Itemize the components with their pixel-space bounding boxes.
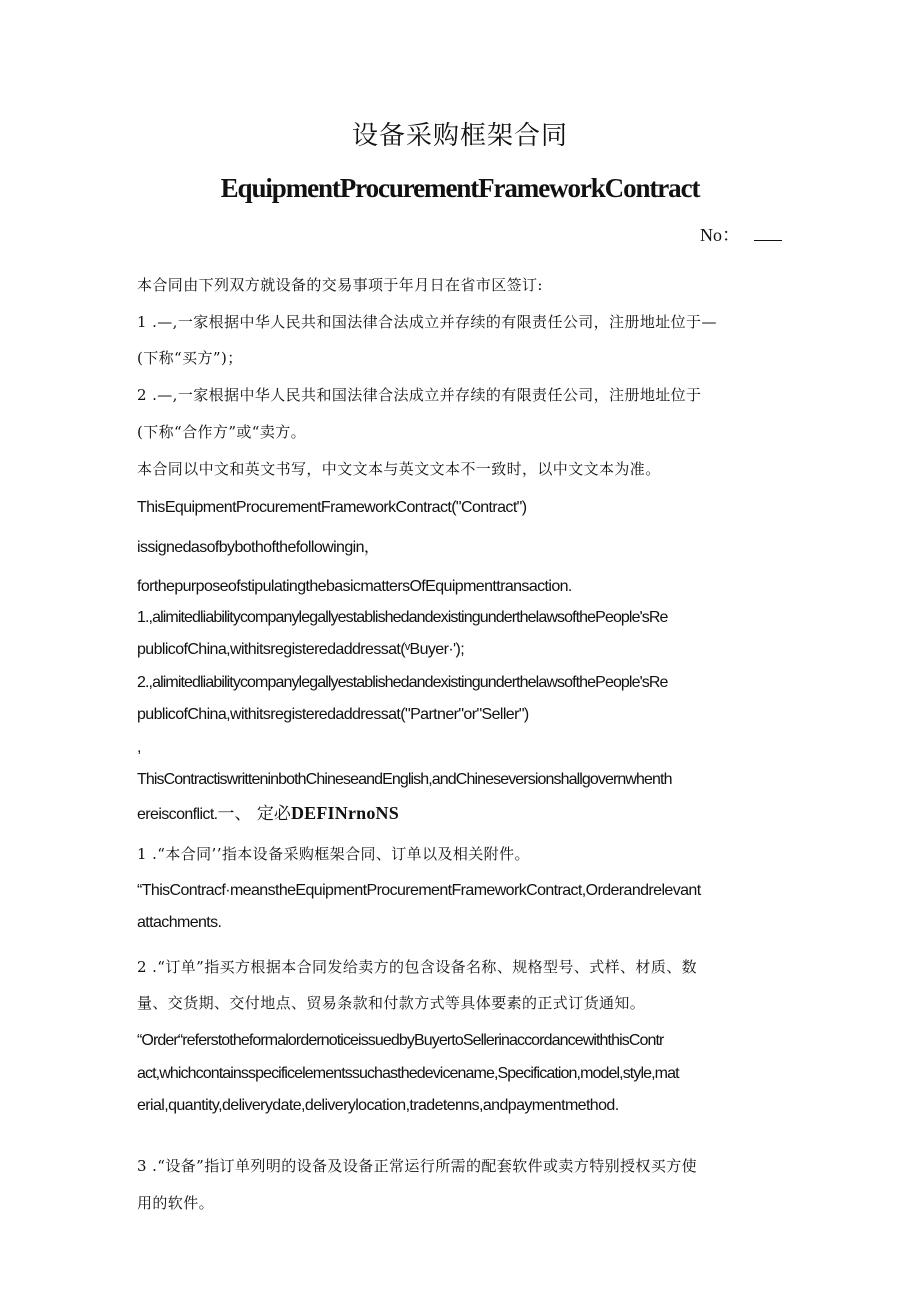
party2-line-2: (下称“合作方”或“卖方。 (137, 423, 307, 441)
definition-3-chinese-line-2: 用的软件。 (137, 1194, 215, 1212)
english-intro-line-1: ThisEquipmentProcurementFrameworkContract("Contract") (137, 499, 527, 516)
english-intro-line-3: forthepurposeofstipulatingthebasicmattersOfEquipmenttransaction. (137, 578, 572, 595)
section-1-heading (218, 804, 399, 824)
definition-2-english-line-1: “Order“referstotheformalordernoticeissuedbyBuyertoSellerinaccordancewiththisContr (137, 1032, 664, 1049)
definition-1-english-line-2: attachments. (137, 914, 222, 931)
party1-line-1: 1 .—,一家根据中华人民共和国法律合法成立并存续的有限责任公司，注册地址位于— (137, 313, 717, 331)
english-party2-line-2: publicofChina,withitsregisteredaddressat("Partner"or"Seller") (137, 706, 529, 723)
definition-2-english-line-2: act,whichcontainsspecificelementssuchasthedevicename,Specification,model,style,mat (137, 1065, 679, 1082)
definition-2-chinese-line-2: 量、交货期、交付地点、贸易条款和付款方式等具体要素的正式订货通知。 (137, 994, 646, 1012)
english-party2-line-1: 2.,alimitedliabilitycompanylegallyestablishedandexistingunderthelawsofthePeople'sRe (137, 674, 668, 691)
english-intro-line-2: issignedasofbybothofthefollowingin， (137, 539, 380, 556)
definition-1-english-line-1: “ThisContracf·meanstheEquipmentProcurementFrameworkContract,Orderandrelevant (137, 882, 701, 899)
document-title-english: EquipmentProcurementFrameworkContract (220, 173, 700, 203)
language-clause-chinese: 本合同以中文和英文书写，中文文本与英文文本不一致时，以中文文本为准。 (137, 460, 661, 478)
english-language-clause-line-2 (137, 799, 787, 829)
intro-paragraph: 本合同由下列双方就设备的交易事项于年月日在省市区签订: (137, 276, 543, 294)
section-1-heading-english: DEFINrnoNS (290, 803, 399, 823)
contract-number-blank (754, 226, 782, 241)
definition-1-chinese: 1 .“本合同’’指本设备采购框架合同、订单以及相关附件。 (137, 845, 530, 863)
definition-2-english-line-3: erial,quantity,deliverydate,deliverylocation,tradetenns,andpaymentmethod. (137, 1097, 619, 1114)
english-language-clause-end: ereisconflict. (137, 806, 218, 823)
english-party1-line-1: 1.,alimitedliabilitycompanylegallyestablishedandexistingunderthelawsofthePeople'sRe (137, 609, 668, 626)
definition-2-chinese-line-1: 2 .“订单”指买方根据本合同发给卖方的包含设备名称、规格型号、式样、材质、数 (137, 958, 698, 976)
party2-line-1: 2 .—,一家根据中华人民共和国法律合法成立并存续的有限责任公司，注册地址位于 (137, 386, 702, 404)
english-party1-line-2: publicofChina,withitsregisteredaddressat(ᵛBuyer·'); (137, 641, 465, 658)
party1-line-2: (下称“买方”)； (137, 349, 243, 367)
contract-number (700, 222, 782, 248)
contract-number-label: No： (700, 225, 740, 245)
section-1-heading-chinese: 一、 定必 (217, 804, 291, 824)
english-comma-line: , (137, 739, 141, 756)
definition-3-chinese-line-1: 3 .“设备”指订单列明的设备及设备正常运行所需的配套软件或卖方特别授权买方使 (137, 1157, 698, 1175)
document-title-chinese: 设备采购框架合同 (351, 121, 568, 151)
english-language-clause-line-1: ThisContractiswritteninbothChineseandEnglish,andChineseversionshallgovernwhenth (137, 771, 672, 788)
